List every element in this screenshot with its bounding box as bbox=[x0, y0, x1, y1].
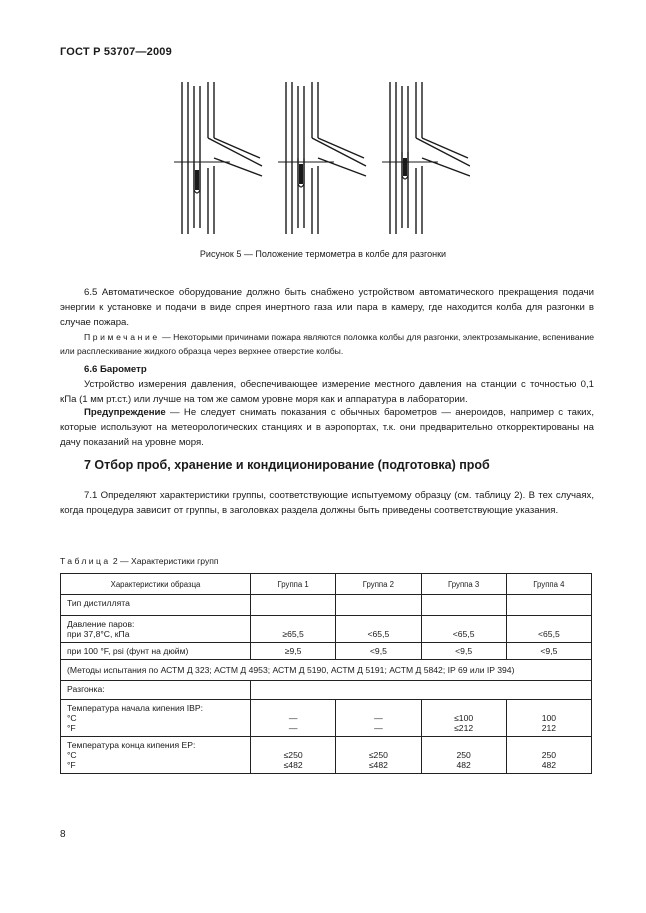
table-cell: <65,5 bbox=[506, 616, 591, 643]
document-header: ГОСТ Р 53707—2009 bbox=[60, 46, 172, 58]
table-row bbox=[61, 681, 592, 700]
row-label: Температура начала кипения IBP: °С °F bbox=[61, 700, 251, 737]
table-cell: 250 482 bbox=[506, 737, 591, 774]
groups-table bbox=[60, 573, 592, 774]
table-cell: <65,5 bbox=[421, 616, 506, 643]
table-cell: 100 212 bbox=[506, 700, 591, 737]
flask-2-drawing bbox=[286, 82, 366, 234]
row-label: Разгонка: bbox=[61, 681, 251, 700]
row-label: Тип дистиллята bbox=[61, 595, 251, 616]
table-cell: <9,5 bbox=[336, 643, 421, 660]
table-cell: ≤100 ≤212 bbox=[421, 700, 506, 737]
note-paragraph: Примечание — Некоторыми причинами пожара являются поломка колбы для разгонки, электрозамыкание, вспенивание или расплескивание жидкого образца через верхнее отверстие колбы. bbox=[60, 332, 594, 356]
row-label: Давление паров: при 37,8°С, кПа bbox=[61, 616, 251, 643]
header-group-4: Группа 4 bbox=[506, 574, 591, 595]
page-number: 8 bbox=[60, 829, 66, 840]
table-caption: Таблица 2 — Характеристики групп bbox=[60, 556, 219, 566]
row-label: при 100 °F, psi (фунт на дюйм) bbox=[61, 643, 251, 660]
table-row bbox=[61, 616, 592, 643]
table-cell: ≤250 ≤482 bbox=[251, 737, 336, 774]
paragraph-6-6: Устройство измерения давления, обеспечивающее измерение местного давления на станции с точностью 0,1 кПа (1 мм рт.ст.) или лучше на том же самом уровне моря как и аппаратура в лаборатории. bbox=[60, 379, 594, 405]
table-row bbox=[61, 660, 592, 681]
table-cell: — — bbox=[336, 700, 421, 737]
methods-row: (Методы испытания по АСТМ Д 323; АСТМ Д 4953; АСТМ Д 5190, АСТМ Д 5191; АСТМ Д 5842; IP 69 или IP 394) bbox=[61, 660, 592, 681]
flask-3-drawing bbox=[390, 82, 470, 234]
table-cell: — — bbox=[251, 700, 336, 737]
table-row bbox=[61, 595, 592, 616]
thermometer-flask-figure bbox=[170, 78, 470, 238]
table-cell: ≥65,5 bbox=[251, 616, 336, 643]
table-cell: <9,5 bbox=[506, 643, 591, 660]
table-cell: ≤250 ≤482 bbox=[336, 737, 421, 774]
note-label: Примечание bbox=[84, 332, 160, 342]
header-group-2: Группа 2 bbox=[336, 574, 421, 595]
paragraph-6-5: 6.5 Автоматическое оборудование должно быть снабжено устройством автоматического прекращения подачи энергии к установке и подачи в виде спрея инертного газа или пара в камеру, где находится колба для разгонки в случае пожара. bbox=[60, 287, 594, 328]
table-row bbox=[61, 700, 592, 737]
table-row bbox=[61, 737, 592, 774]
table-cell: 250 482 bbox=[421, 737, 506, 774]
warning-label: Предупреждение bbox=[84, 407, 166, 418]
table-cell: <65,5 bbox=[336, 616, 421, 643]
section-7-title: 7 Отбор проб, хранение и кондиционирование (подготовка) проб bbox=[84, 458, 490, 472]
table-cell: ≥9,5 bbox=[251, 643, 336, 660]
header-group-3: Группа 3 bbox=[421, 574, 506, 595]
table-header-row bbox=[61, 574, 592, 595]
paragraph-7-1: 7.1 Определяют характеристики группы, соответствующие испытуемому образцу (см. таблицу 2). В тех случаях, когда процедура зависит от группы, в заголовках раздела должны быть приведены соответствующие указания. bbox=[60, 490, 594, 516]
header-characteristics: Характеристики образца bbox=[61, 574, 251, 595]
row-label: Температура конца кипения EP: °С °F bbox=[61, 737, 251, 774]
warning-paragraph: Предупреждение — Не следует снимать показания с обычных барометров — анероидов, например с таких, которые используют на метеорологических станциях и в аэропортах, т.к. они предварительно откорректированы на дачу показаний на уровне моря. bbox=[60, 407, 594, 448]
figure-caption: Рисунок 5 — Положение термометра в колбе для разгонки bbox=[199, 249, 447, 259]
flask-1-drawing bbox=[182, 82, 262, 234]
header-group-1: Группа 1 bbox=[251, 574, 336, 595]
table-row bbox=[61, 643, 592, 660]
heading-6-6: 6.6 Барометр bbox=[84, 364, 147, 375]
table-cell: <9,5 bbox=[421, 643, 506, 660]
